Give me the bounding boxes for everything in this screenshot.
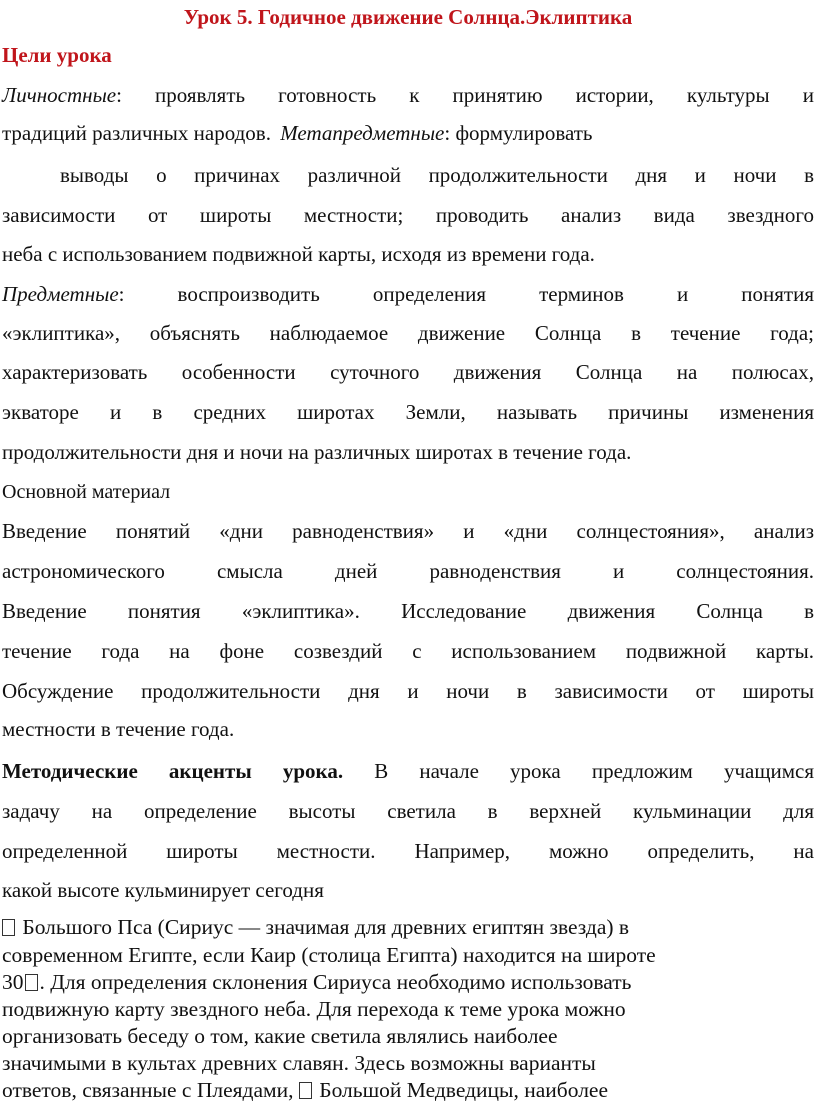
para-line-3 xyxy=(2,969,816,995)
para-line-3-text: . Для определения склонения Сириуса необходимо использовать xyxy=(39,970,632,994)
para-line-4: подвижную карту звездного неба. Для перехода к теме урока можно xyxy=(2,997,626,1021)
material-line-6: местности в течение года. xyxy=(2,717,235,741)
metasubject-tail: : формулировать xyxy=(444,121,593,145)
method-line-2: задачу на определение высоты светила в верхней кульминации для xyxy=(2,799,814,823)
metasubject-label: Метапредметные xyxy=(280,121,445,145)
para-line-5: организовать беседу о том, какие светила являлись наиболее xyxy=(2,1024,558,1048)
metasubject-line xyxy=(2,120,816,146)
method-line-3: определенной широты местности. Например, можно определить, на xyxy=(2,839,814,863)
metasubject-lead: традиций различных народов. xyxy=(2,121,271,145)
missing-glyph-icon xyxy=(299,1082,312,1099)
material-line-3: Введение понятия «эклиптика». Исследование движения Солнца в xyxy=(2,599,814,623)
latitude-value: 30 xyxy=(2,970,24,994)
personal-label: Личностные xyxy=(2,83,117,107)
material-line-4: течение года на фоне созвездий с использованием подвижной карты. xyxy=(2,639,814,663)
method-line-4: какой высоте кульминирует сегодня xyxy=(2,878,324,902)
goals-line-4: зависимости от широты местности; проводить анализ вида звездного xyxy=(2,203,814,227)
personal-goals-line xyxy=(2,82,814,108)
para-line-7 xyxy=(2,1077,816,1101)
goals-line-3: выводы о причинах различной продолжительности дня и ночи в xyxy=(60,163,814,187)
goals-line-7: «эклиптика», объяснять наблюдаемое движение Солнца в течение года; xyxy=(2,321,814,345)
subject-goals-line xyxy=(2,281,814,307)
para-line-2: современном Египте, если Каир (столица Египта) находится на широте xyxy=(2,943,656,967)
subject-text: : воспроизводить определения терминов и понятия xyxy=(118,282,814,306)
material-line-1: Введение понятий «дни равноденствия» и «дни солнцестояния», анализ xyxy=(2,519,814,543)
lesson-title: Урок 5. Годичное движение Солнца.Эклиптика xyxy=(183,5,633,29)
main-material-heading: Основной материал xyxy=(2,481,171,503)
goals-heading: Цели урока xyxy=(2,43,112,67)
para-line-7-text-b: Большой Медведицы, наиболее xyxy=(313,1078,609,1101)
material-line-5: Обсуждение продолжительности дня и ночи в зависимости от широты xyxy=(2,679,814,703)
material-line-2: астрономического смысла дней равноденствия и солнцестояния. xyxy=(2,559,814,583)
method-heading: Методические акценты урока. xyxy=(2,759,344,783)
subject-label: Предметные xyxy=(2,282,119,306)
goals-line-5: неба с использованием подвижной карты, исходя из времени года. xyxy=(2,242,595,266)
method-text: В начале урока предложим учащимся xyxy=(343,759,814,783)
para-line-6: значимыми в культах древних славян. Здесь возможны варианты xyxy=(2,1051,596,1075)
para-line-7-text-a: ответов, связанные с Плеядами, xyxy=(2,1078,294,1101)
personal-text: : проявлять готовность к принятию истории, культуры и xyxy=(116,83,814,107)
goals-line-10: продолжительности дня и ночи на различных широтах в течение года. xyxy=(2,440,632,464)
missing-glyph-icon xyxy=(25,974,38,991)
method-line-1 xyxy=(2,758,814,784)
goals-line-9: экваторе и в средних широтах Земли, называть причины изменения xyxy=(2,400,814,424)
missing-glyph-icon xyxy=(2,919,15,936)
goals-line-8: характеризовать особенности суточного движения Солнца на полюсах, xyxy=(2,360,814,384)
para-line-1-text: Большого Пса (Сириус — значимая для древних египтян звезда) в xyxy=(17,915,630,939)
para-line-1 xyxy=(2,914,816,940)
